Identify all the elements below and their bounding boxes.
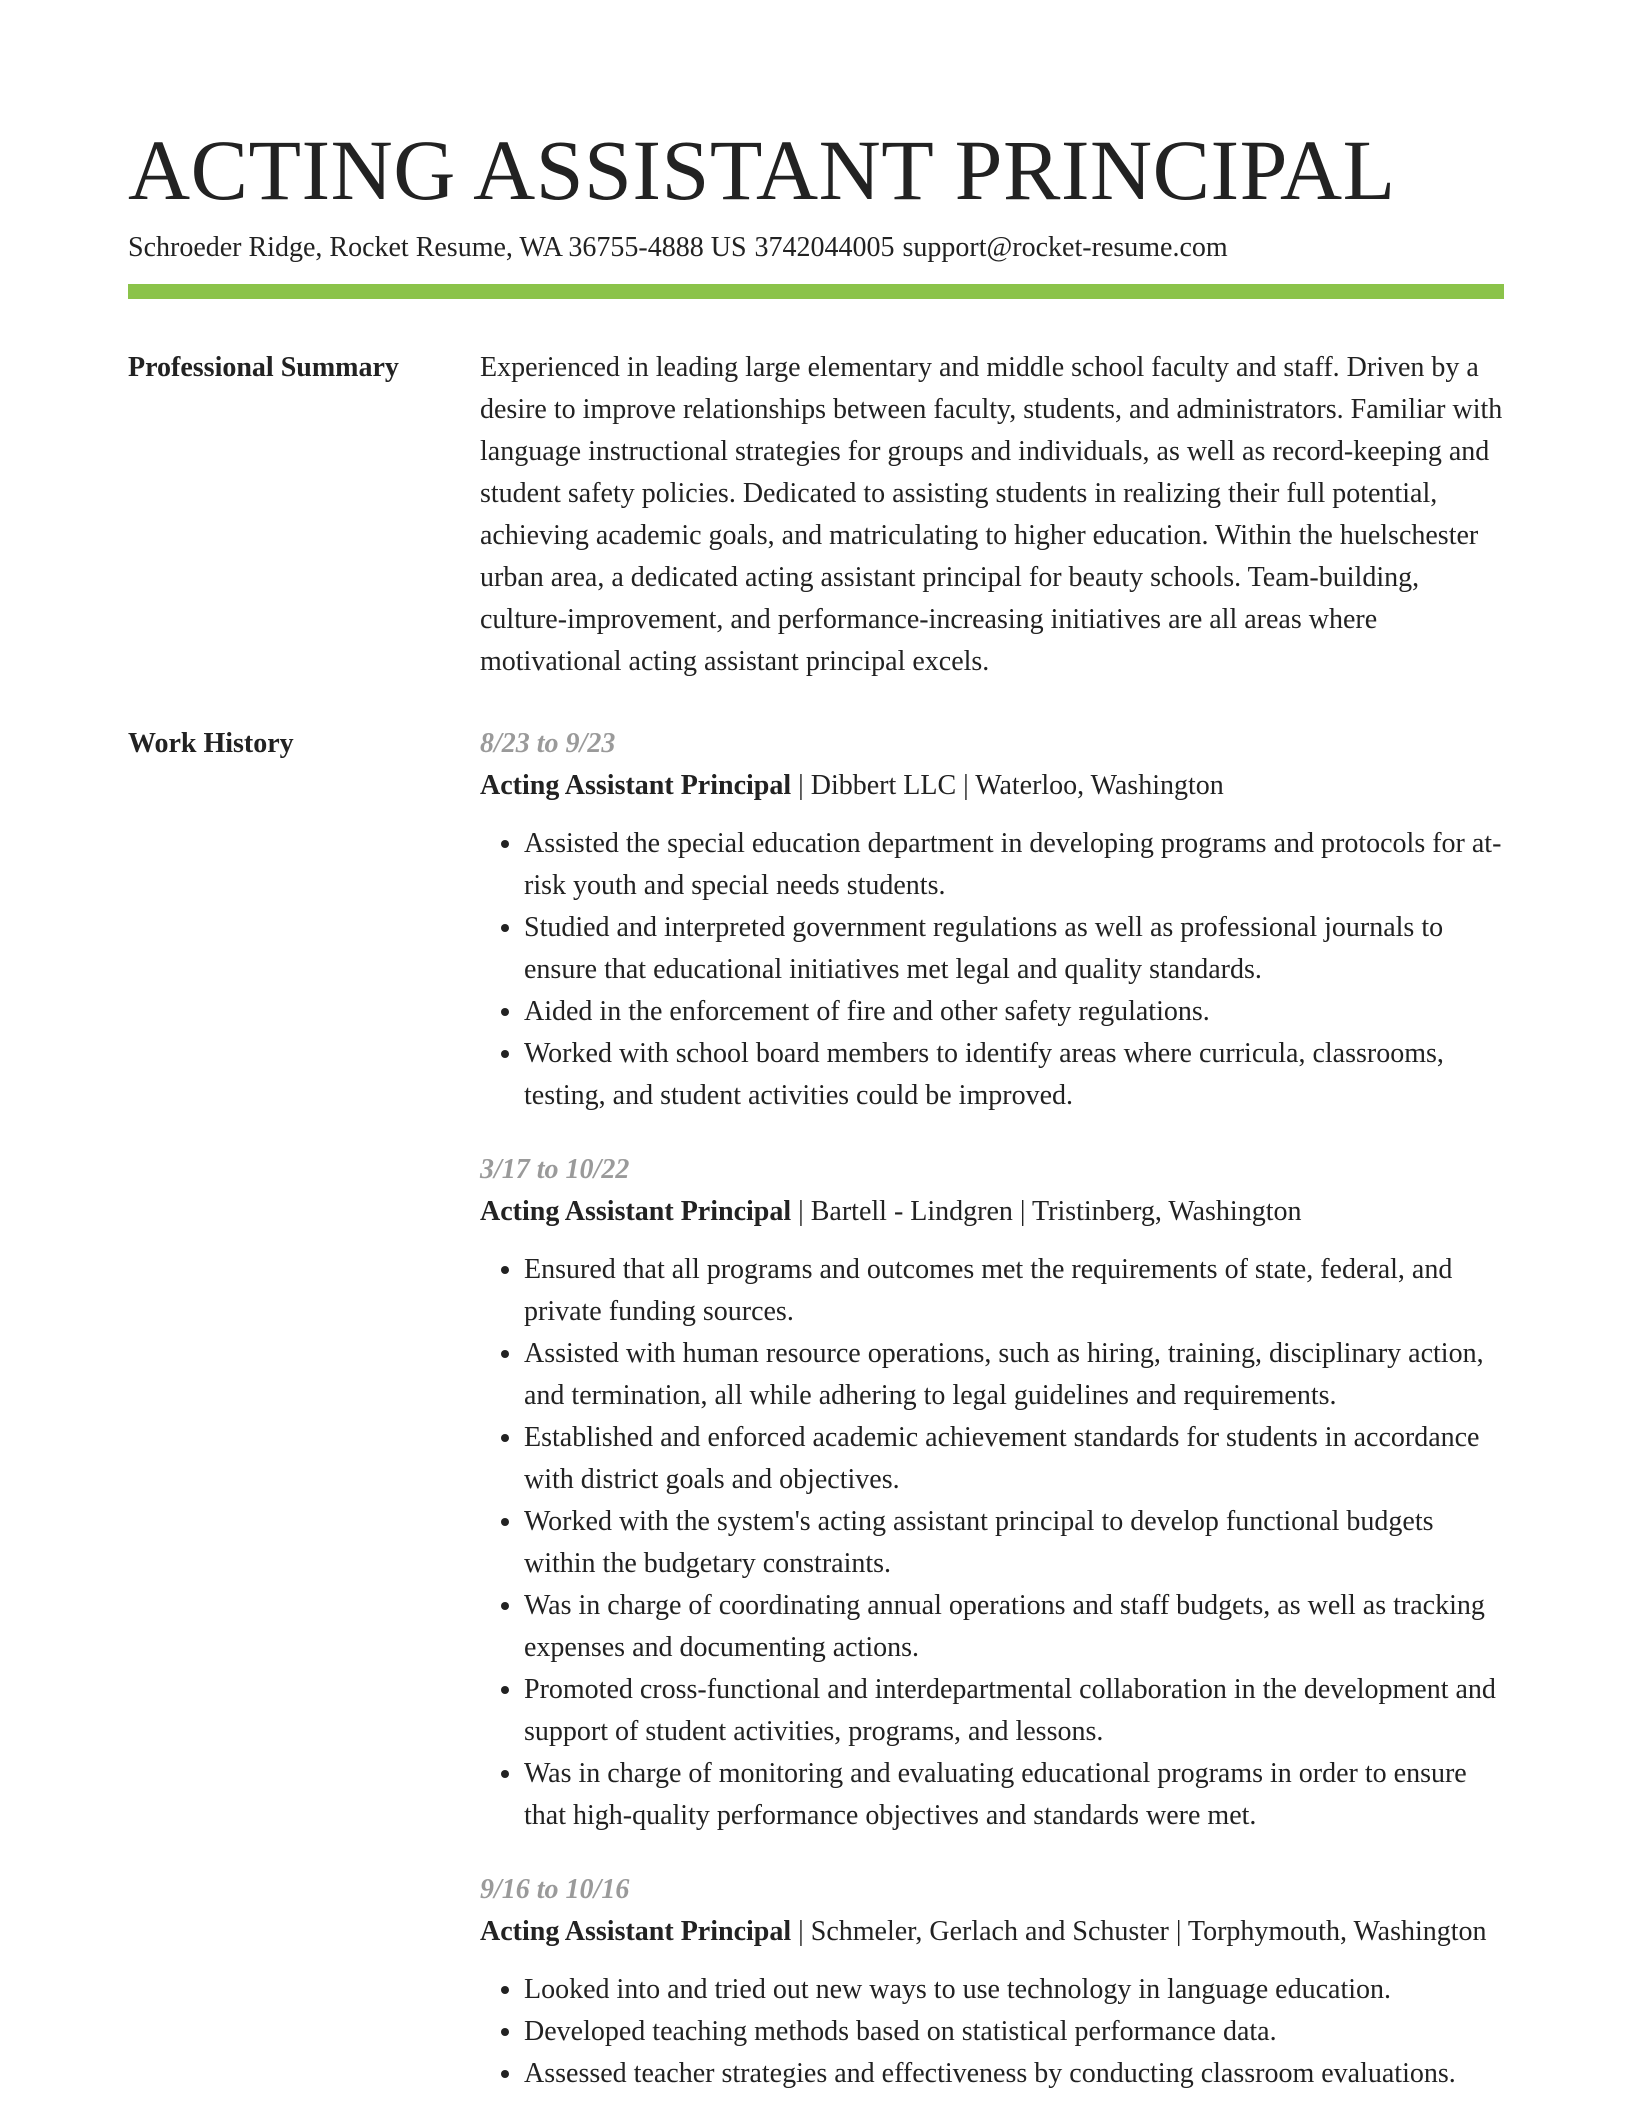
job-bullet: • Promoted cross-functional and interdepartmental collaboration in the development and support of student activities, programs, and lessons. bbox=[524, 1669, 1504, 1753]
job-dates: 9/16 to 10/16 bbox=[480, 1874, 630, 1905]
contact-line bbox=[128, 230, 1504, 266]
work-history-section bbox=[128, 723, 1504, 2095]
section-label-work: Work History bbox=[128, 728, 294, 759]
job-dates: 3/17 to 10/22 bbox=[480, 1154, 630, 1185]
summary-text: Experienced in leading large elementary and middle school faculty and staff. Driven by a desire to improve relationships between faculty, students, and administrators. Familiar with language instructional strategies for groups and individuals, as well as record-keeping and student safety policies. Dedicated to assisting students in realizing their full potential, achieving academic goals, and matriculating to higher education. Within the huelschester urban area, a dedicated acting assistant principal for beauty schools. Team-building, culture-improvement, and performance-increasing initiatives are all areas where motivational acting assistant principal excels. bbox=[480, 352, 1503, 677]
job-bullet: • Assisted with human resource operations, such as hiring, training, disciplinary action, and termination, all while adhering to legal guidelines and requirements. bbox=[524, 1333, 1504, 1417]
job-bullet: • Ensured that all programs and outcomes met the requirements of state, federal, and private funding sources. bbox=[524, 1249, 1504, 1333]
job-heading bbox=[480, 1911, 1504, 1953]
job-bullet: • Studied and interpreted government regulations as well as professional journals to ensure that educational initiatives met legal and quality standards. bbox=[524, 907, 1504, 991]
job-title: Acting Assistant Principal bbox=[480, 1916, 792, 1947]
job-dates: 8/23 to 9/23 bbox=[480, 728, 616, 759]
work-history-body bbox=[480, 723, 1504, 2095]
job-bullets bbox=[480, 1249, 1504, 1837]
job-details: | Schmeler, Gerlach and Schuster | Torphymouth, Washington bbox=[791, 1916, 1487, 1947]
job-entry bbox=[480, 1869, 1504, 2095]
job-heading bbox=[480, 1191, 1504, 1233]
job-details: | Bartell - Lindgren | Tristinberg, Washington bbox=[791, 1196, 1302, 1227]
section-label-summary: Professional Summary bbox=[128, 352, 399, 383]
job-bullet: • Assessed teacher strategies and effectiveness by conducting classroom evaluations. bbox=[524, 2053, 1504, 2095]
job-bullet: • Assisted the special education department in developing programs and protocols for at-risk youth and special needs students. bbox=[524, 823, 1504, 907]
job-title: Acting Assistant Principal bbox=[480, 1196, 792, 1227]
job-bullets bbox=[480, 1969, 1504, 2095]
job-bullet: • Was in charge of coordinating annual operations and staff budgets, as well as tracking expenses and documenting actions. bbox=[524, 1585, 1504, 1669]
job-title: Acting Assistant Principal bbox=[480, 770, 792, 801]
job-bullet: • Established and enforced academic achievement standards for students in accordance with district goals and objectives. bbox=[524, 1417, 1504, 1501]
job-bullet: • Looked into and tried out new ways to use technology in language education. bbox=[524, 1969, 1504, 2011]
resume-page bbox=[128, 0, 1504, 2095]
contact-phone: 3742044005 bbox=[754, 232, 895, 263]
job-heading bbox=[480, 765, 1504, 807]
job-bullets bbox=[480, 823, 1504, 1117]
job-bullet: • Worked with the system's acting assistant principal to develop functional budgets within the budgetary constraints. bbox=[524, 1501, 1504, 1585]
resume-title: ACTING ASSISTANT PRINCIPAL bbox=[128, 122, 1396, 218]
job-entry bbox=[480, 1149, 1504, 1837]
contact-email[interactable]: support@rocket-resume.com bbox=[902, 232, 1228, 263]
header-divider bbox=[128, 284, 1504, 299]
job-bullet: • Aided in the enforcement of fire and other safety regulations. bbox=[524, 991, 1504, 1033]
job-bullet: • Was in charge of monitoring and evaluating educational programs in order to ensure that high-quality performance objectives and standards were met. bbox=[524, 1753, 1504, 1837]
contact-address: Schroeder Ridge, Rocket Resume, WA 36755-4888 US bbox=[128, 232, 747, 263]
professional-summary-section bbox=[128, 347, 1504, 683]
job-entry bbox=[480, 723, 1504, 1117]
summary-body bbox=[480, 347, 1504, 683]
job-details: | Dibbert LLC | Waterloo, Washington bbox=[791, 770, 1224, 801]
job-bullet: • Developed teaching methods based on statistical performance data. bbox=[524, 2011, 1504, 2053]
job-bullet: • Worked with school board members to identify areas where curricula, classrooms, testing, and student activities could be improved. bbox=[524, 1033, 1504, 1117]
